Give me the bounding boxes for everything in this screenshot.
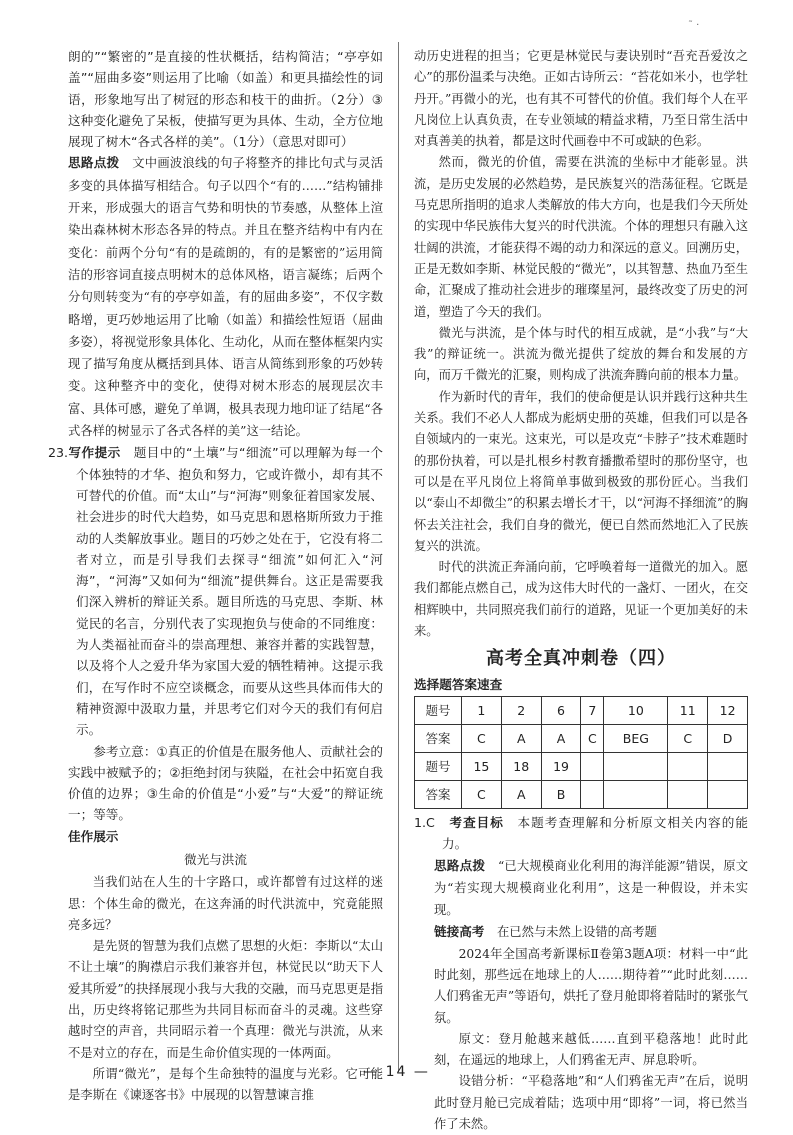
table-cell: A xyxy=(541,724,581,752)
table-cell xyxy=(604,752,668,780)
link-paragraph-3: 设错分析：“平稳落地”和“人们鸦雀无声”在后，说明此时登月舱已完成着陆；选项中用“即将”一词，将已然当作了未然。 xyxy=(434,1074,748,1132)
a1-tip-label: 思路点拨 xyxy=(434,857,486,873)
section-title: 高考全真冲刺卷（四） xyxy=(486,648,676,670)
table-row xyxy=(415,724,748,752)
reference-ideas: 参考立意：①真正的价值是在服务他人、贡献社会的实践中被赋予的；②拒绝封闭与狭隘，在社会中拓宽自我价值的边界；③生命的价值是“小爱”与“大爱”的辩证统一；等等。 xyxy=(68,743,383,823)
table-cell: A xyxy=(501,780,541,808)
essay-paragraph-3-cont: 动历史进程的担当；它更是林觉民与妻诀别时“吾充吾爱汝之心”的那份温柔与决绝。正如古诗所云：“苔花如米小，也学牡丹开。”再微小的光，也有其不可替代的价值。我们每个人在平凡岗位上认真负责，在专业领域的精益求精，乃至日常生活中对真善美的执着，都是这时代画卷中不可或缺的色彩。 xyxy=(414,49,748,149)
table-cell: 11 xyxy=(668,696,708,724)
link-paragraph-2: 原文：登月舱越来越低……直到平稳落地！此时此刻，在遥远的地球上，人们鸦雀无声、屏息聆听。 xyxy=(434,1031,748,1068)
answer-1-objective xyxy=(414,812,748,855)
table-row xyxy=(415,696,748,724)
showcase-heading: 佳作展示 xyxy=(68,828,119,844)
table-cell: 6 xyxy=(541,696,581,724)
table-cell xyxy=(581,752,604,780)
a1-tip-text: “已大规模商业化利用的海洋能源”错误，原文为“若实现大规模商业化利用”，这是一种假设，并未实现。 xyxy=(434,858,749,918)
table-cell: C xyxy=(462,780,502,808)
table-cell xyxy=(708,780,748,808)
tip-text: 文中画波浪线的句子将整齐的排比句式与灵活多变的具体描写相结合。句子以四个“有的……”结构铺排开来，形成强大的语言气势和明快的节奏感，从整体上渲染出森林树木形态各异的特点。并且在整齐结构中有内在变化：前两个分句“有的是疏朗的，有的是繁密的”运用简洁的形容词直接点明树木的总体风格，语言凝练；后两个分句则转变为“有的亭亭如盖，有的屈曲多姿”，不仅字数略增，更巧妙地运用了比喻（如盖）和描绘性短语（屈曲多姿），将视觉形象具体化、生动化，从而在整体框架内实现了描写角度从概括到具体、语言从简练到形象的巧妙转变。这种整齐中的变化，使得对树木形态的展现层次丰富、具体可感，避免了单调，极具表现力地印证了结尾“各式各样的树显示了各式各样的美”这一结论。 xyxy=(68,156,384,439)
table-cell: 答案 xyxy=(415,780,462,808)
table-cell xyxy=(668,752,708,780)
left-column xyxy=(48,46,383,1107)
table-cell: 19 xyxy=(541,752,581,780)
tip-label: 思路点拨 xyxy=(68,155,120,171)
quick-answer-label: 选择题答案速查 xyxy=(414,676,503,692)
corner-mark: ˜ · xyxy=(688,20,700,31)
q23-text: 题目中的“土壤”与“细流”可以理解为每一个个体独特的才华、抱负和努力，它或许微小，却有其不可替代的价值。而“太山”与“河海”则象征着国家发展、社会进步的时代大趋势，如马克思和恩格斯所致力于推动的人类解放事业。题目的巧妙之处在于，它没有将二者对立，而是引导我们去探寻“细流”如何汇入“河海”，“河海”又如何为“细流”提供舞台。这正是需要我们深入辨析的辩证关系。题目所选的马克思、李斯、林觉民的名言，分别代表了实现抱负与使命的不同维度：为人类福祉而奋斗的崇高理想、兼容并蓄的实践智慧，以及将个人之爱升华为家国大爱的牺牲精神。这提示我们，在写作时不应空谈概念，而要从这些具体而伟大的精神资源中汲取力量，并思考它们对今天的我们有何启示。 xyxy=(76,445,384,738)
column-divider xyxy=(398,42,399,1072)
table-cell: 1 xyxy=(462,696,502,724)
q23-label: 写作提示 xyxy=(68,445,121,461)
answer-22-continuation: 朗的”“繁密的”是直接的性状概括，结构简洁；“亭亭如盖”“屈曲多姿”则运用了比喻（如盖）和更具描绘性的词语，形象地写出了树冠的形态和枝干的曲折。（2分）③这种变化避免了呆板，使描写更为具体、生动，全方位地展现了树木“各式各样的美”。（1分）（意思对即可） xyxy=(68,49,383,150)
a1-objective-label: 考查目标 xyxy=(449,814,504,830)
essay-paragraph-2: 是先贤的智慧为我们点燃了思想的火炬：李斯以“太山不让土壤”的胸襟启示我们兼容并包，林觉民以“助天下人爱其所爱”的抉择展现小我与大我的交融，而马克思更是指出，历史终将铭记那些为共同目标而奋斗的灵魂。这些穿越时空的声音，共同昭示着一个真理：微光与洪流，从来不是对立的存在，而是生命价值实现的一体两面。 xyxy=(68,939,383,1060)
thinking-tip-22 xyxy=(48,152,383,442)
link-label: 链接高考 xyxy=(434,924,485,940)
table-cell: A xyxy=(501,724,541,752)
essay-paragraph-7: 时代的洪流正奔涌向前，它呼唤着每一道微光的加入。愿我们都能点燃自己，成为这伟大时代的一盏灯、一团火，在交相辉映中，共同照亮我们前行的道路，见证一个更加美好的未来。 xyxy=(414,560,748,639)
link-gaokao xyxy=(414,921,748,943)
answer-1-tip xyxy=(414,855,748,922)
essay-paragraph-4: 然而，微光的价值，需要在洪流的坐标中才能彰显。洪流，是历史发展的必然趋势，是民族复兴的浩荡征程。它既是马克思所指明的追求人类解放的伟大方向，也是我们今天所处的实现中华民族伟大复兴的时代洪流。个体的理想只有融入这壮阔的洪流，才能获得不竭的动力和深远的意义。回溯历史，正是无数如李斯、林觉民般的“微光”，以其智慧、热血乃至生命，汇聚成了推动社会进步的璀璨星河，最终改变了历史的河道，塑造了今天的我们。 xyxy=(414,155,748,319)
table-cell: 2 xyxy=(501,696,541,724)
table-cell: 7 xyxy=(581,696,604,724)
table-cell: D xyxy=(708,724,748,752)
table-cell: C xyxy=(462,724,502,752)
essay-paragraph-1: 当我们站在人生的十字路口，或许都曾有过这样的迷思：个体生命的微光，在这奔涌的时代洪流中，究竟能照亮多远？ xyxy=(68,875,383,932)
essay-paragraph-5: 微光与洪流，是个体与时代的相互成就，是“小我”与“大我”的辩证统一。洪流为微光提供了绽放的舞台和发展的方向，而万千微光的汇聚，则构成了洪流奔腾向前的根本力量。 xyxy=(414,325,748,383)
a1-number: 1.C xyxy=(414,814,435,830)
table-cell: B xyxy=(541,780,581,808)
link-title: 在已然与未然上设错的高考题 xyxy=(496,925,657,940)
table-cell: 18 xyxy=(501,752,541,780)
table-cell xyxy=(604,780,668,808)
essay-title: 微光与洪流 xyxy=(184,851,247,867)
table-cell: C xyxy=(581,724,604,752)
answer-table xyxy=(414,696,748,809)
q23-number: 23. xyxy=(48,445,69,461)
question-23-writing-tip xyxy=(48,442,383,740)
essay-paragraph-3: 所谓“微光”，是每个生命独特的温度与光彩。它可能是李斯在《谏逐客书》中展现的以智慧谏言推 xyxy=(68,1066,383,1103)
table-cell xyxy=(708,752,748,780)
table-cell: 题号 xyxy=(415,696,462,724)
table-cell: 题号 xyxy=(415,752,462,780)
page-number: — 14 — xyxy=(363,1064,430,1080)
table-cell: 答案 xyxy=(415,724,462,752)
table-cell: 12 xyxy=(708,696,748,724)
table-cell: 15 xyxy=(462,752,502,780)
table-cell xyxy=(581,780,604,808)
table-row xyxy=(415,752,748,780)
right-column xyxy=(414,46,748,1135)
table-cell: C xyxy=(668,724,708,752)
a1-objective-text: 本题考查理解和分析原文相关内容的能力。 xyxy=(442,814,749,852)
essay-paragraph-6: 作为新时代的青年，我们的使命便是认识并践行这种共生关系。我们不必人人都成为彪炳史册的英雄，但我们可以是各自领域内的一束光。这束光，可以是攻克“卡脖子”技术难题时的那份执着，可以是扎根乡村教育播撒希望时的那份坚守，也可以是在平凡岗位上将简单事做到极致的那份匠心。当我们以“泰山不却微尘”的积累去增长才干，以“河海不择细流”的胸怀去关注社会，我们自身的微光，便已自然而然地汇入了民族复兴的洪流。 xyxy=(414,389,748,553)
table-cell: BEG xyxy=(604,724,668,752)
table-row xyxy=(415,780,748,808)
link-paragraph-1: 2024年全国高考新课标Ⅱ卷第3题A项：材料一中“此时此刻，那些远在地球上的人……期待着”“此时此刻……人们鸦雀无声”等语句，烘托了登月舱即将着陆时的紧张气氛。 xyxy=(434,946,748,1025)
table-cell xyxy=(668,780,708,808)
table-cell: 10 xyxy=(604,696,668,724)
